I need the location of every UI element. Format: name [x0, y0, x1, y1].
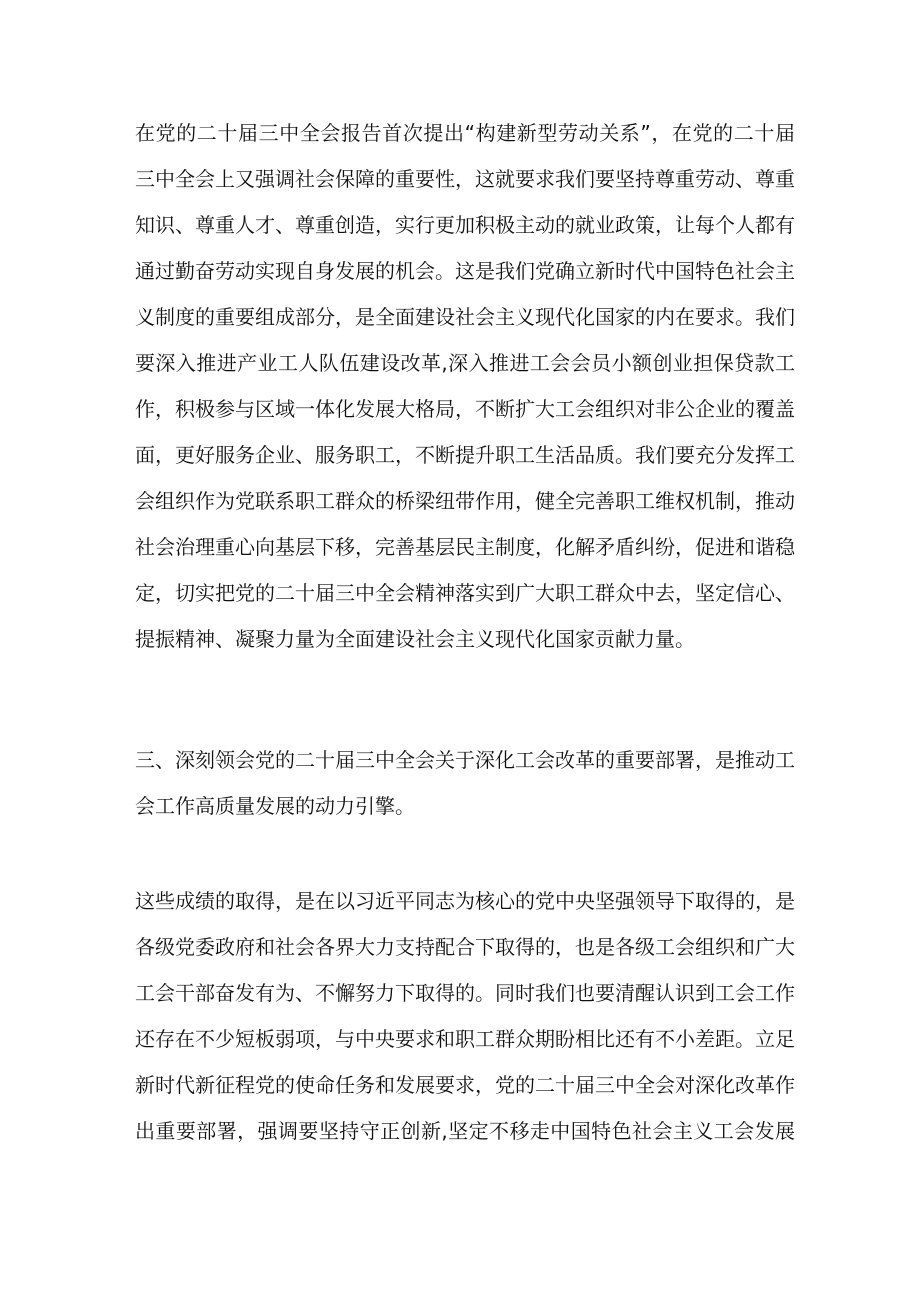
- text-line: 提振精神、凝聚力量为全面建设社会主义现代化国家贡献力量。: [135, 627, 695, 651]
- body-paragraph-1: [135, 110, 795, 662]
- body-paragraph-2: [135, 878, 795, 1154]
- text-line: 出重要部署，强调要坚持守正创新,坚定不移走中国特色社会主义工会发展: [135, 1119, 795, 1143]
- text-line: 会组织作为党联系职工群众的桥梁纽带作用，健全完善职工维权机制，推动: [135, 489, 795, 513]
- text-line: 还存在不少短板弱项，与中央要求和职工群众期盼相比还有不小差距。立足: [135, 1027, 795, 1051]
- text-line: 要深入推进产业工人队伍建设改革,深入推进工会会员小额创业担保贷款工: [135, 351, 795, 375]
- text-line: 定，切实把党的二十届三中全会精神落实到广大职工群众中去，坚定信心、: [135, 581, 795, 605]
- text-line: 知识、尊重人才、尊重创造，实行更加积极主动的就业政策，让每个人都有: [135, 213, 795, 237]
- text-line: 三中全会上又强调社会保障的重要性，这就要求我们要坚持尊重劳动、尊重: [135, 167, 795, 191]
- text-line: 各级党委政府和社会各界大力支持配合下取得的，也是各级工会组织和广大: [135, 935, 795, 959]
- section-heading-3: [135, 737, 795, 829]
- heading-line: 会工作高质量发展的动力引擎。: [135, 794, 415, 818]
- text-line: 社会治理重心向基层下移，完善基层民主制度，化解矛盾纠纷，促进和谐稳: [135, 535, 795, 559]
- text-line: 义制度的重要组成部分，是全面建设社会主义现代化国家的内在要求。我们: [135, 305, 795, 329]
- text-line: 作，积极参与区域一体化发展大格局，不断扩大工会组织对非公企业的覆盖: [135, 397, 795, 421]
- text-line: 在党的二十届三中全会报告首次提出“构建新型劳动关系”，在党的二十届: [135, 121, 795, 145]
- text-line: 这些成绩的取得，是在以习近平同志为核心的党中央坚强领导下取得的，是: [135, 889, 795, 913]
- text-line: 工会干部奋发有为、不懈努力下取得的。同时我们也要清醒认识到工会工作: [135, 981, 795, 1005]
- text-line: 面，更好服务企业、服务职工，不断提升职工生活品质。我们要充分发挥工: [135, 443, 795, 467]
- text-line: 通过勤奋劳动实现自身发展的机会。这是我们党确立新时代中国特色社会主: [135, 259, 795, 283]
- text-line: 新时代新征程党的使命任务和发展要求，党的二十届三中全会对深化改革作: [135, 1073, 795, 1097]
- heading-line: 三、深刻领会党的二十届三中全会关于深化工会改革的重要部署，是推动工: [135, 748, 795, 772]
